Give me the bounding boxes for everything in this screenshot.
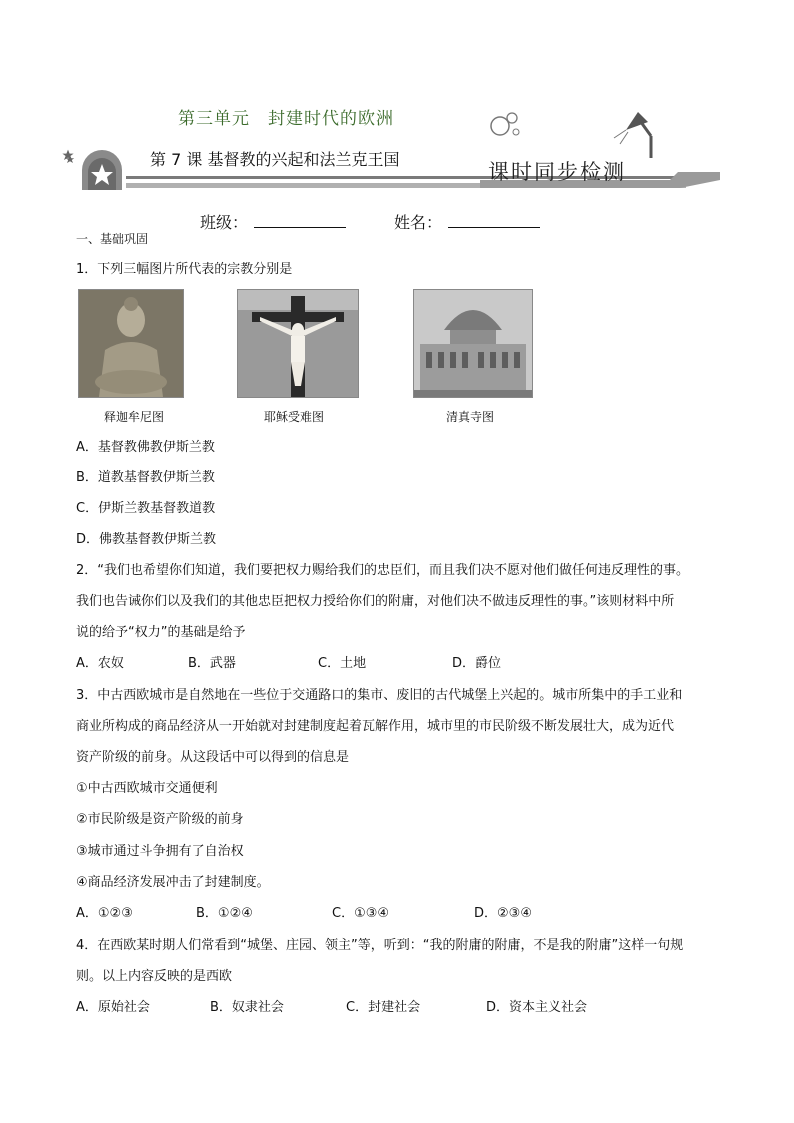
q1-option-c[interactable]: C．伊斯兰教基督教道教 — [76, 501, 216, 516]
caption-buddha: 释迦牟尼图 — [104, 410, 165, 424]
class-field[interactable] — [200, 210, 346, 233]
q2-option-c[interactable]: C．土地 — [318, 656, 367, 671]
q4-option-a[interactable]: A．原始社会 — [76, 1000, 150, 1015]
name-field[interactable] — [394, 210, 540, 233]
q2-line-1: 2．“我们也希望你们知道，我们要把权力赐给我们的忠臣们，而且我们决不愿对他们做任何违反理性的事。 — [76, 563, 690, 578]
lesson-title: 第 7 课 基督教的兴起和法兰克王国 — [150, 150, 400, 169]
q1-option-d[interactable]: D．佛教基督教伊斯兰教 — [76, 532, 217, 547]
buddha-image — [78, 289, 184, 398]
q3-line-2: 商业所构成的商品经济从一开始就对封建制度起着瓦解作用，城市里的市民阶级不断发展壮大，成为近代 — [76, 719, 675, 734]
mosque-image — [413, 289, 533, 398]
crucifix-image — [237, 289, 359, 398]
q3-option-b[interactable]: B．①②④ — [196, 906, 253, 921]
q1-option-b[interactable]: B．道教基督教伊斯兰教 — [76, 470, 215, 485]
q4-line-1: 4．在西欧某时期人们常看到“城堡、庄园、领主”等，听到：“我的附庸的附庸，不是我的附庸”这样一句规 — [76, 938, 684, 953]
lamp-and-circles-icon — [486, 108, 686, 160]
q3-statement-4: ④商品经济发展冲击了封建制度。 — [76, 875, 270, 890]
q3-statement-1: ①中古西欧城市交通便利 — [76, 781, 218, 796]
q4-option-c[interactable]: C．封建社会 — [346, 1000, 421, 1015]
q2-option-a[interactable]: A．农奴 — [76, 656, 124, 671]
q2-line-2: 我们也告诫你们以及我们的其他忠臣把权力授给你们的附庸，对他们决不做违反理性的事。”该则材料中所 — [76, 594, 675, 609]
q4-option-d[interactable]: D．资本主义社会 — [486, 1000, 588, 1015]
tagline: 课时同步检测 — [488, 160, 626, 184]
q3-statement-2: ②市民阶级是资产阶级的前身 — [76, 812, 244, 827]
unit-title: 第三单元 封建时代的欧洲 — [178, 109, 394, 129]
q2-line-3: 说的给予“权力”的基础是给予 — [76, 625, 246, 640]
q3-line-3: 资产阶级的前身。从这段话中可以得到的信息是 — [76, 750, 350, 765]
q4-line-2: 则。以上内容反映的是西欧 — [76, 969, 233, 984]
caption-mosque: 清真寺图 — [446, 410, 495, 424]
q1-stem: 1．下列三幅图片所代表的宗教分别是 — [76, 262, 293, 277]
q2-option-d[interactable]: D．爵位 — [452, 656, 502, 671]
q4-option-b[interactable]: B．奴隶社会 — [210, 1000, 284, 1015]
class-label: 班级： — [200, 213, 249, 232]
q1-option-a[interactable]: A．基督教佛教伊斯兰教 — [76, 440, 215, 455]
section-heading: 一、基础巩固 — [76, 232, 149, 246]
q3-option-d[interactable]: D．②③④ — [474, 906, 532, 921]
star-badge-icon — [82, 150, 122, 190]
q3-statement-3: ③城市通过斗争拥有了自治权 — [76, 844, 244, 859]
class-input-line[interactable] — [254, 213, 346, 228]
caption-crucifixion: 耶稣受难图 — [264, 410, 325, 424]
q3-option-a[interactable]: A．①②③ — [76, 906, 133, 921]
q3-line-1: 3．中古西欧城市是自然地在一些位于交通路口的集市、废旧的古代城堡上兴起的。城市所集中的手工业和 — [76, 688, 683, 703]
q3-option-c[interactable]: C．①③④ — [332, 906, 390, 921]
q2-option-b[interactable]: B．武器 — [188, 656, 236, 671]
small-stars-icon — [40, 148, 80, 168]
name-label: 姓名： — [394, 213, 443, 232]
name-input-line[interactable] — [448, 213, 540, 228]
